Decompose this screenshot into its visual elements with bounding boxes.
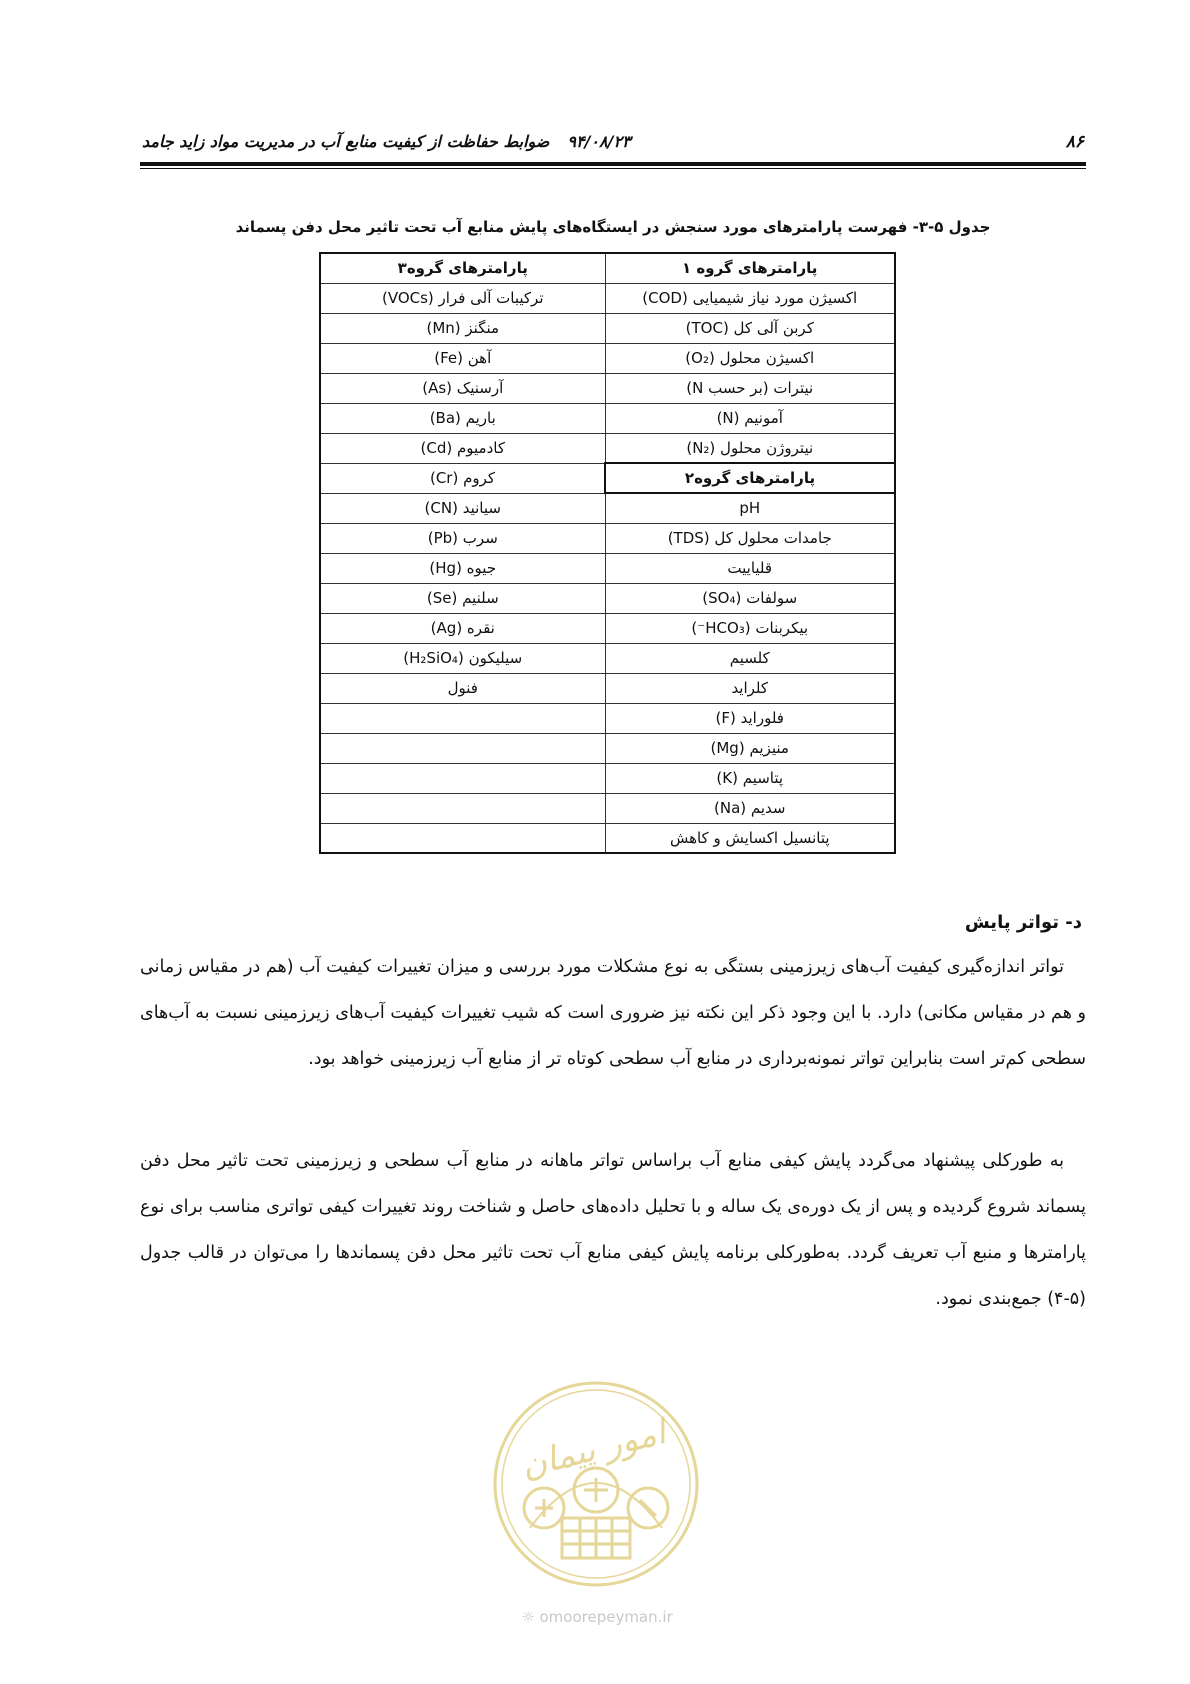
page-number: ۸۶ xyxy=(1065,132,1084,152)
group3-cell xyxy=(320,763,605,793)
group3-cell: باریم (Ba) xyxy=(320,403,605,433)
table-row xyxy=(320,553,895,583)
table-caption: جدول ۵-۳- فهرست پارامترهای مورد سنجش در ایستگاه‌های پایش منابع آب تحت تاثیر محل دفن پسماند xyxy=(235,218,991,236)
group3-cell xyxy=(320,703,605,733)
section-heading: د- تواتر پایش xyxy=(964,912,1082,933)
paragraph-1-text: تواتر اندازه‌گیری کیفیت آب‌های زیرزمینی بستگی به نوع مشکلات مورد بررسی و میزان تغییرات کیفیت آب (هم در مقیاس زمانی و هم در مقیاس مکانی) دارد. با این وجود ذکر این نکته نیز ضروری است که شیب تغییرات کیفیت آب‌های زیرزمینی نسبت به آب‌های سطحی کم‌تر است بنابراین تواتر نمونه‌برداری در منابع آب سطحی کوتاه تر از منابع آب زیرزمینی خواهد بود. xyxy=(140,957,1086,1069)
group3-cell: ترکیبات آلی فرار (VOCs) xyxy=(320,283,605,313)
paragraph-1 xyxy=(140,944,1086,1082)
group3-cell: فنول xyxy=(320,673,605,703)
group2-cell: پتانسیل اکسایش و کاهش xyxy=(605,823,895,853)
table-row xyxy=(320,463,895,493)
group3-cell: سیانید (CN) xyxy=(320,493,605,523)
table-row xyxy=(320,643,895,673)
running-title xyxy=(142,132,631,151)
table-row xyxy=(320,733,895,763)
group3-header: پارامترهای گروه۳ xyxy=(320,253,605,283)
table-row xyxy=(320,403,895,433)
group3-cell: سلنیم (Se) xyxy=(320,583,605,613)
table-row xyxy=(320,283,895,313)
table-row xyxy=(320,763,895,793)
group3-cell: سیلیکون (H₂SiO₄) xyxy=(320,643,605,673)
group3-cell xyxy=(320,823,605,853)
table-row xyxy=(320,613,895,643)
group1-cell: اکسیژن محلول (O₂) xyxy=(605,343,895,373)
table-row xyxy=(320,313,895,343)
page-header xyxy=(140,128,1086,160)
group3-cell: کروم (Cr) xyxy=(320,463,605,493)
paragraph-2 xyxy=(140,1138,1086,1322)
group3-cell xyxy=(320,793,605,823)
parameters-table xyxy=(319,252,896,854)
paragraph-2-text: به طورکلی پیشنهاد می‌گردد پایش کیفی منابع آب براساس تواتر ماهانه در منابع آب سطحی و زیرزمینی تحت تاثیر محل دفن پسماند شروع گردیده و پس از یک دوره‌ی یک ساله و با تحلیل داده‌های حاصل و شناخت روند تغییرات کیفی تواتری مناسب برای نوع پارامترها و منبع آب تعریف گردد. به‌طورکلی برنامه پایش کیفی منابع آب تحت تاثیر محل دفن پسماندها را می‌توان در قالب جدول (۵-۴) جمع‌بندی نمود. xyxy=(140,1151,1086,1309)
group2-header: پارامترهای گروه۲ xyxy=(605,463,895,493)
group3-cell: جیوه (Hg) xyxy=(320,553,605,583)
group2-cell: pH xyxy=(605,493,895,523)
header-rule-thin xyxy=(140,168,1086,169)
group3-cell: نقره (Ag) xyxy=(320,613,605,643)
table-row xyxy=(320,793,895,823)
group3-cell: آرسنیک (As) xyxy=(320,373,605,403)
group3-cell: سرب (Pb) xyxy=(320,523,605,553)
group1-cell: نیترات (بر حسب N) xyxy=(605,373,895,403)
group3-cell: منگنز (Mn) xyxy=(320,313,605,343)
header-title: ضوابط حفاظت از کیفیت منابع آب در مدیریت مواد زاید جامد xyxy=(142,132,550,151)
group2-cell: سدیم (Na) xyxy=(605,793,895,823)
group2-cell: فلوراید (F) xyxy=(605,703,895,733)
table-row xyxy=(320,823,895,853)
table-row xyxy=(320,433,895,463)
group2-cell: منیزیم (Mg) xyxy=(605,733,895,763)
group2-cell: پتاسیم (K) xyxy=(605,763,895,793)
table-row xyxy=(320,493,895,523)
group1-cell: آمونیم (N) xyxy=(605,403,895,433)
group1-header: پارامترهای گروه ۱ xyxy=(605,253,895,283)
header-date: ۹۴/۰۸/۲۳ xyxy=(567,132,631,151)
group3-cell: کادمیوم (Cd) xyxy=(320,433,605,463)
group2-cell: سولفات (SO₄) xyxy=(605,583,895,613)
group3-cell: آهن (Fe) xyxy=(320,343,605,373)
table-row xyxy=(320,343,895,373)
table-row xyxy=(320,523,895,553)
stamp-url-text: omoorepeyman.ir xyxy=(539,1608,673,1626)
stamp-url: ☼ omoorepeyman.ir xyxy=(521,1608,673,1626)
stamp-seal-icon xyxy=(490,1378,702,1590)
stamp-text: امور پیمان xyxy=(517,1412,670,1487)
table-row xyxy=(320,583,895,613)
group2-cell: جامدات محلول کل (TDS) xyxy=(605,523,895,553)
group2-cell: بیکربنات (HCO₃⁻) xyxy=(605,613,895,643)
table-header-row xyxy=(320,253,895,283)
group1-cell: کربن آلی کل (TOC) xyxy=(605,313,895,343)
table-row xyxy=(320,703,895,733)
group2-cell: کلراید xyxy=(605,673,895,703)
table-row xyxy=(320,373,895,403)
group2-cell: کلسیم xyxy=(605,643,895,673)
group2-cell: قلیاییت xyxy=(605,553,895,583)
group1-cell: نیتروژن محلول (N₂) xyxy=(605,433,895,463)
header-rule-thick xyxy=(140,162,1086,166)
group1-cell: اکسیژن مورد نیاز شیمیایی (COD) xyxy=(605,283,895,313)
group3-cell xyxy=(320,733,605,763)
table-row xyxy=(320,673,895,703)
